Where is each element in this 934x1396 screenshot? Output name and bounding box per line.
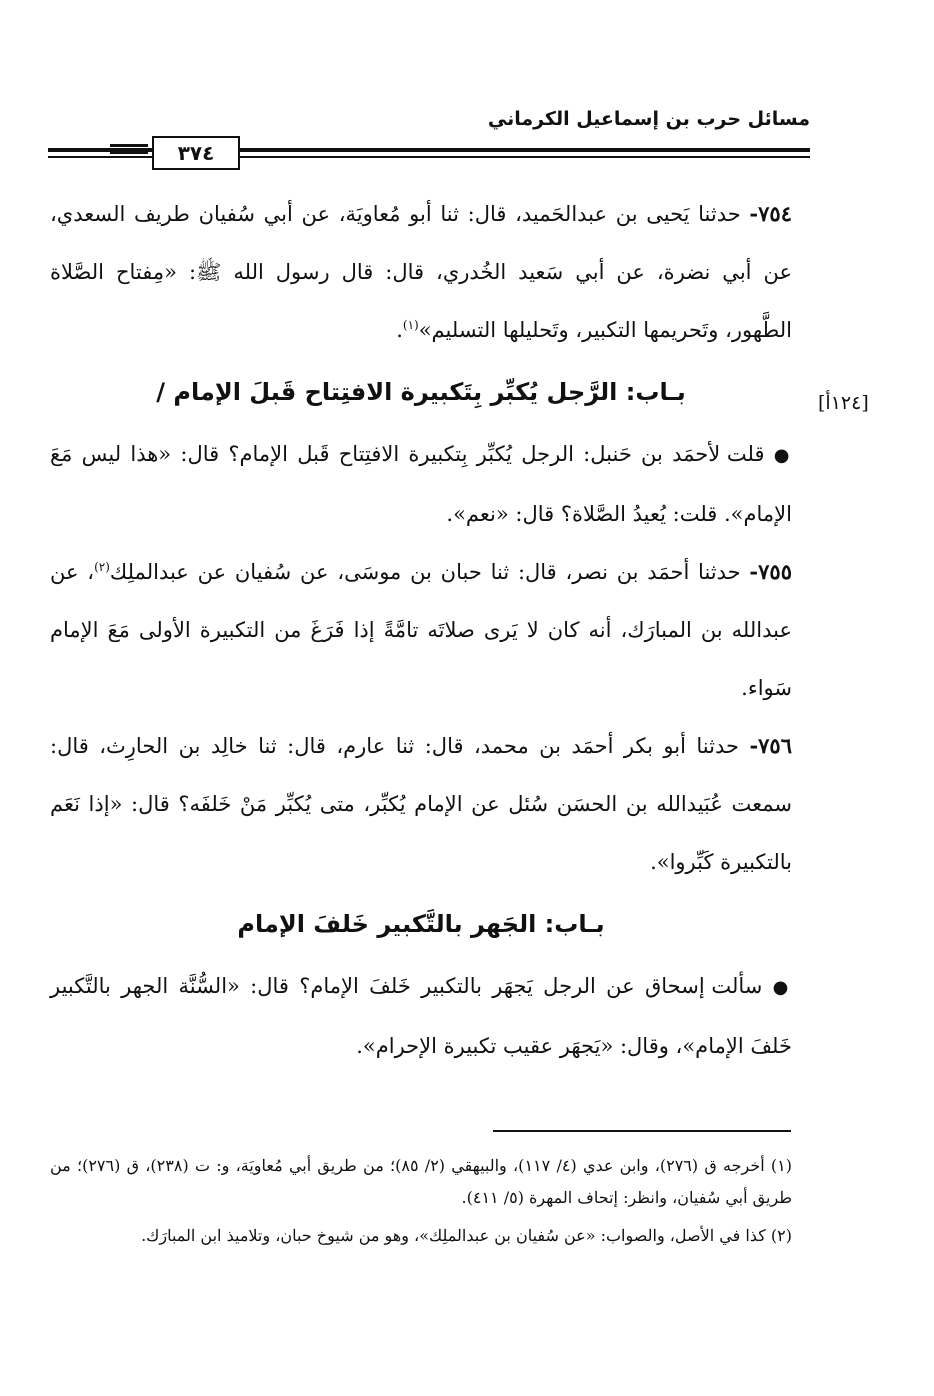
hadith-755 — [50, 543, 792, 717]
footnote-ref[interactable]: (٢) — [94, 560, 110, 574]
question-entry — [50, 957, 792, 1075]
hadith-756 — [50, 717, 792, 891]
book-title: مسائل حرب بن إسماعيل الكرماني — [487, 108, 810, 130]
hadith-754 — [50, 185, 792, 359]
main-text — [50, 185, 792, 1075]
hadith-number: ٧٥٥- — [749, 559, 792, 584]
hadith-text-continued: ، عن عبدالله بن المبارَك، أنه كان لا يَرى صلاتَه تامَّةً إذا فَرَغَ من التكبيرة الأولى مَعَ الإمام سَواء. — [50, 560, 792, 700]
footnote-marker: (١) — [770, 1156, 793, 1175]
hadith-text: حدثنا يَحيى بن عبدالحَميد، قال: ثنا أبو مُعاويَة، عن أبي سُفيان طريف السعدي، عن أبي نضرة، عن أبي سَعيد الخُدري، قال: قال رسول الله ﷺ: «مِفتاح الصَّلاة الطَّهور، وتَحريمها التكبير، وتَحليلها التسليم» — [50, 202, 792, 342]
question-text: سألت إسحاق عن الرجل يَجهَر بالتكبير خَلفَ الإمام؟ قال: «السُّنَّة الجهر بالتَّكبير خَلفَ الإمام»، وقال: «يَجهَر عقيب تكبيرة الإحرام». — [50, 974, 792, 1058]
question-text: قلت لأحمَد بن حَنبل: الرجل يُكبِّر بِتكبيرة الافتِتاح قَبل الإمام؟ قال: «هذا ليس مَعَ الإمام». قلت: يُعيدُ الصَّلاة؟ قال: «نعم». — [50, 442, 792, 526]
footnote-1 — [50, 1150, 792, 1214]
hadith-text: حدثنا أبو بكر أحمَد بن محمد، قال: ثنا عارم، قال: ثنا خالِد بن الحارِث، قال: سمعت عُبَيدالله بن الحسَن سُئل عن الإمام يُكبِّر، متى يُكبِّر مَنْ خَلفَه؟ قال: «إذا نَعَم بالتكبيرة كَبِّروا». — [50, 734, 792, 874]
hadith-number: ٧٥٤- — [749, 201, 792, 226]
hadith-text: حدثنا أحمَد بن نصر، قال: ثنا حبان بن موسَى، عن سُفيان عن عبدالملِك — [109, 560, 741, 584]
footnotes — [50, 1150, 792, 1258]
page-header — [48, 108, 810, 178]
footnote-divider — [493, 1130, 791, 1132]
page-number: ٣٧٤ — [152, 136, 240, 170]
footnote-text: أخرجه ق (٢٧٦)، وابن عدي (٤/ ١١٧)، والبيهقي (٢/ ٨٥)؛ من طريق أبي مُعاويَة، و: ت (٢٣٨)، ق (٢٧٦)؛ من طريق أبي سُفيان، وانظر: إتحاف المهرة (٥/ ٤١١). — [50, 1156, 792, 1207]
hadith-number: ٧٥٦- — [749, 733, 792, 758]
page-number-ornament — [110, 144, 148, 158]
chapter-heading: بـاب: الجَهر بالتَّكبير خَلفَ الإمام — [237, 910, 605, 938]
bullet-icon: ● — [772, 977, 792, 998]
footnote-text: كذا في الأصل، والصواب: «عن سُفيان بن عبدالملِك»، وهو من شيوخ حبان، وتلاميذ ابن المبارَك. — [141, 1226, 766, 1245]
bullet-icon: ● — [773, 445, 792, 466]
chapter-heading: بـاب: الرَّجل يُكبِّر بِتَكبيرة الافتِتاح قَبلَ الإمام / — [156, 378, 686, 406]
footnote-ref[interactable]: (١) — [402, 318, 419, 332]
punctuation: . — [396, 318, 403, 342]
footnote-2 — [50, 1220, 792, 1252]
question-entry — [50, 425, 792, 543]
footnote-marker: (٢) — [770, 1226, 792, 1245]
manuscript-folio-marker: [١٢٤أ] — [818, 392, 869, 414]
